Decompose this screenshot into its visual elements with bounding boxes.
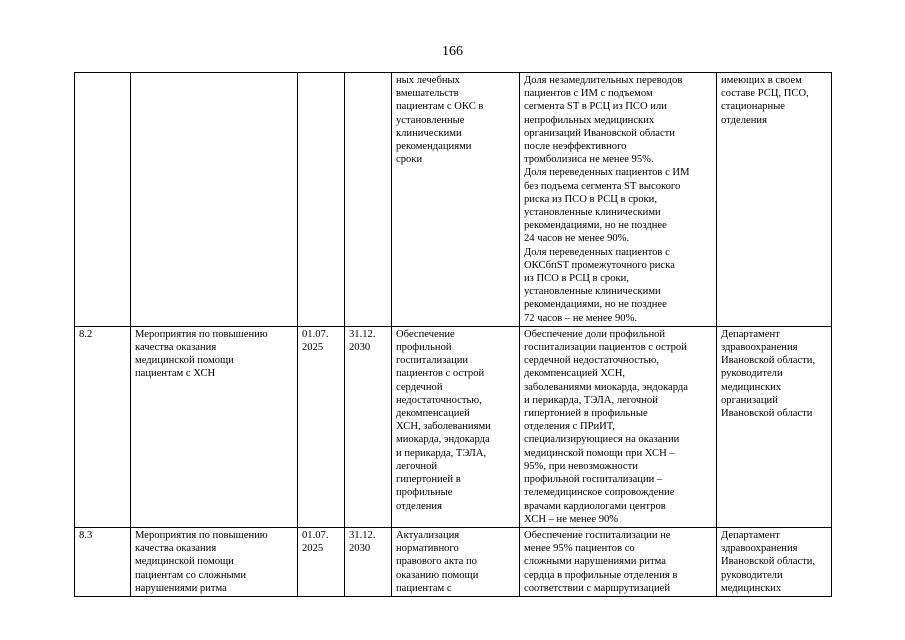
- measure-name: Мероприятия по повышению качества оказания медицинской помощи пациентам со сложными нарушениями ритма: [131, 527, 298, 596]
- responsible-party: Департамент здравоохранения Ивановской области, руководители медицинских организаций Ивановской области: [717, 326, 832, 527]
- action-description: Обеспечение профильной госпитализации пациентов с острой сердечной недостаточностью, декомпенсацией ХСН, заболеваниями миокарда, эндокарда и перикарда, ТЭЛА, легочной гипертонией в профильные отделения: [392, 326, 520, 527]
- indicators-cell: [520, 326, 717, 527]
- measure-name: [131, 73, 298, 327]
- indicator-text: Доля переведенных пациентов с ОКСбпST промежуточного риска из ПСО в РСЦ в сроки, установленные клиническими рекомендациями, но не позднее 72 часов – не менее 90%.: [524, 246, 675, 324]
- page-number: 166: [442, 44, 463, 59]
- measure-name: Мероприятия по повышению качества оказания медицинской помощи пациентам с ХСН: [131, 326, 298, 527]
- row-number: 8.2: [75, 326, 131, 527]
- start-date: 01.07. 2025: [298, 326, 345, 527]
- action-description: Актуализация нормативного правового акта по оказанию помощи пациентам с: [392, 527, 520, 596]
- indicator-text: Обеспечение доли профильной госпитализации пациентов с острой сердечной недостаточностью, декомпенсацией ХСН, заболеваниями миокарда, эндокарда и перикарда, ТЭЛА, легочной гипертонией в профильные отделения с ПРиИТ, специализирующиеся на оказании медицинской помощи при ХСН – 95%, при невозможности профильной госпитализации – телемедицинское сопровождение врачами кардиологами центров ХСН – не менее 90%: [524, 328, 688, 525]
- start-date: 01.07. 2025: [298, 527, 345, 596]
- indicator-text: Доля незамедлительных переводов пациентов с ИМ с подъемом сегмента ST в РСЦ из ПСО или непрофильных медицинских организаций Ивановской области после неэффективного тромболизиса не менее 95%.: [524, 75, 683, 166]
- indicator-text: Обеспечение госпитализации не менее 95% пациентов со сложными нарушениями ритма сердца в профильные отделения в соответствии с маршрутизацией: [524, 529, 678, 594]
- row-number: 8.3: [75, 527, 131, 596]
- responsible-party: имеющих в своем составе РСЦ, ПСО, стационарные отделения: [717, 73, 832, 327]
- end-date: 31.12. 2030: [345, 326, 392, 527]
- indicators-cell: [520, 73, 717, 327]
- table-row: [75, 527, 832, 596]
- end-date: [345, 73, 392, 327]
- end-date: 31.12. 2030: [345, 527, 392, 596]
- responsible-party: Департамент здравоохранения Ивановской области, руководители медицинских: [717, 527, 832, 596]
- action-description: ных лечебных вмешательств пациентам с ОКС в установленные клиническими рекомендациями сроки: [392, 73, 520, 327]
- table-row: [75, 326, 832, 527]
- row-number: [75, 73, 131, 327]
- start-date: [298, 73, 345, 327]
- indicator-text: Доля переведенных пациентов с ИМ без подъема сегмента ST высокого риска из ПСО в РСЦ в сроки, установленные клиническими рекомендациями, но не позднее 24 часов не менее 90%.: [524, 167, 690, 245]
- measures-table: [74, 72, 832, 597]
- indicators-cell: [520, 527, 717, 596]
- table-row: [75, 73, 832, 327]
